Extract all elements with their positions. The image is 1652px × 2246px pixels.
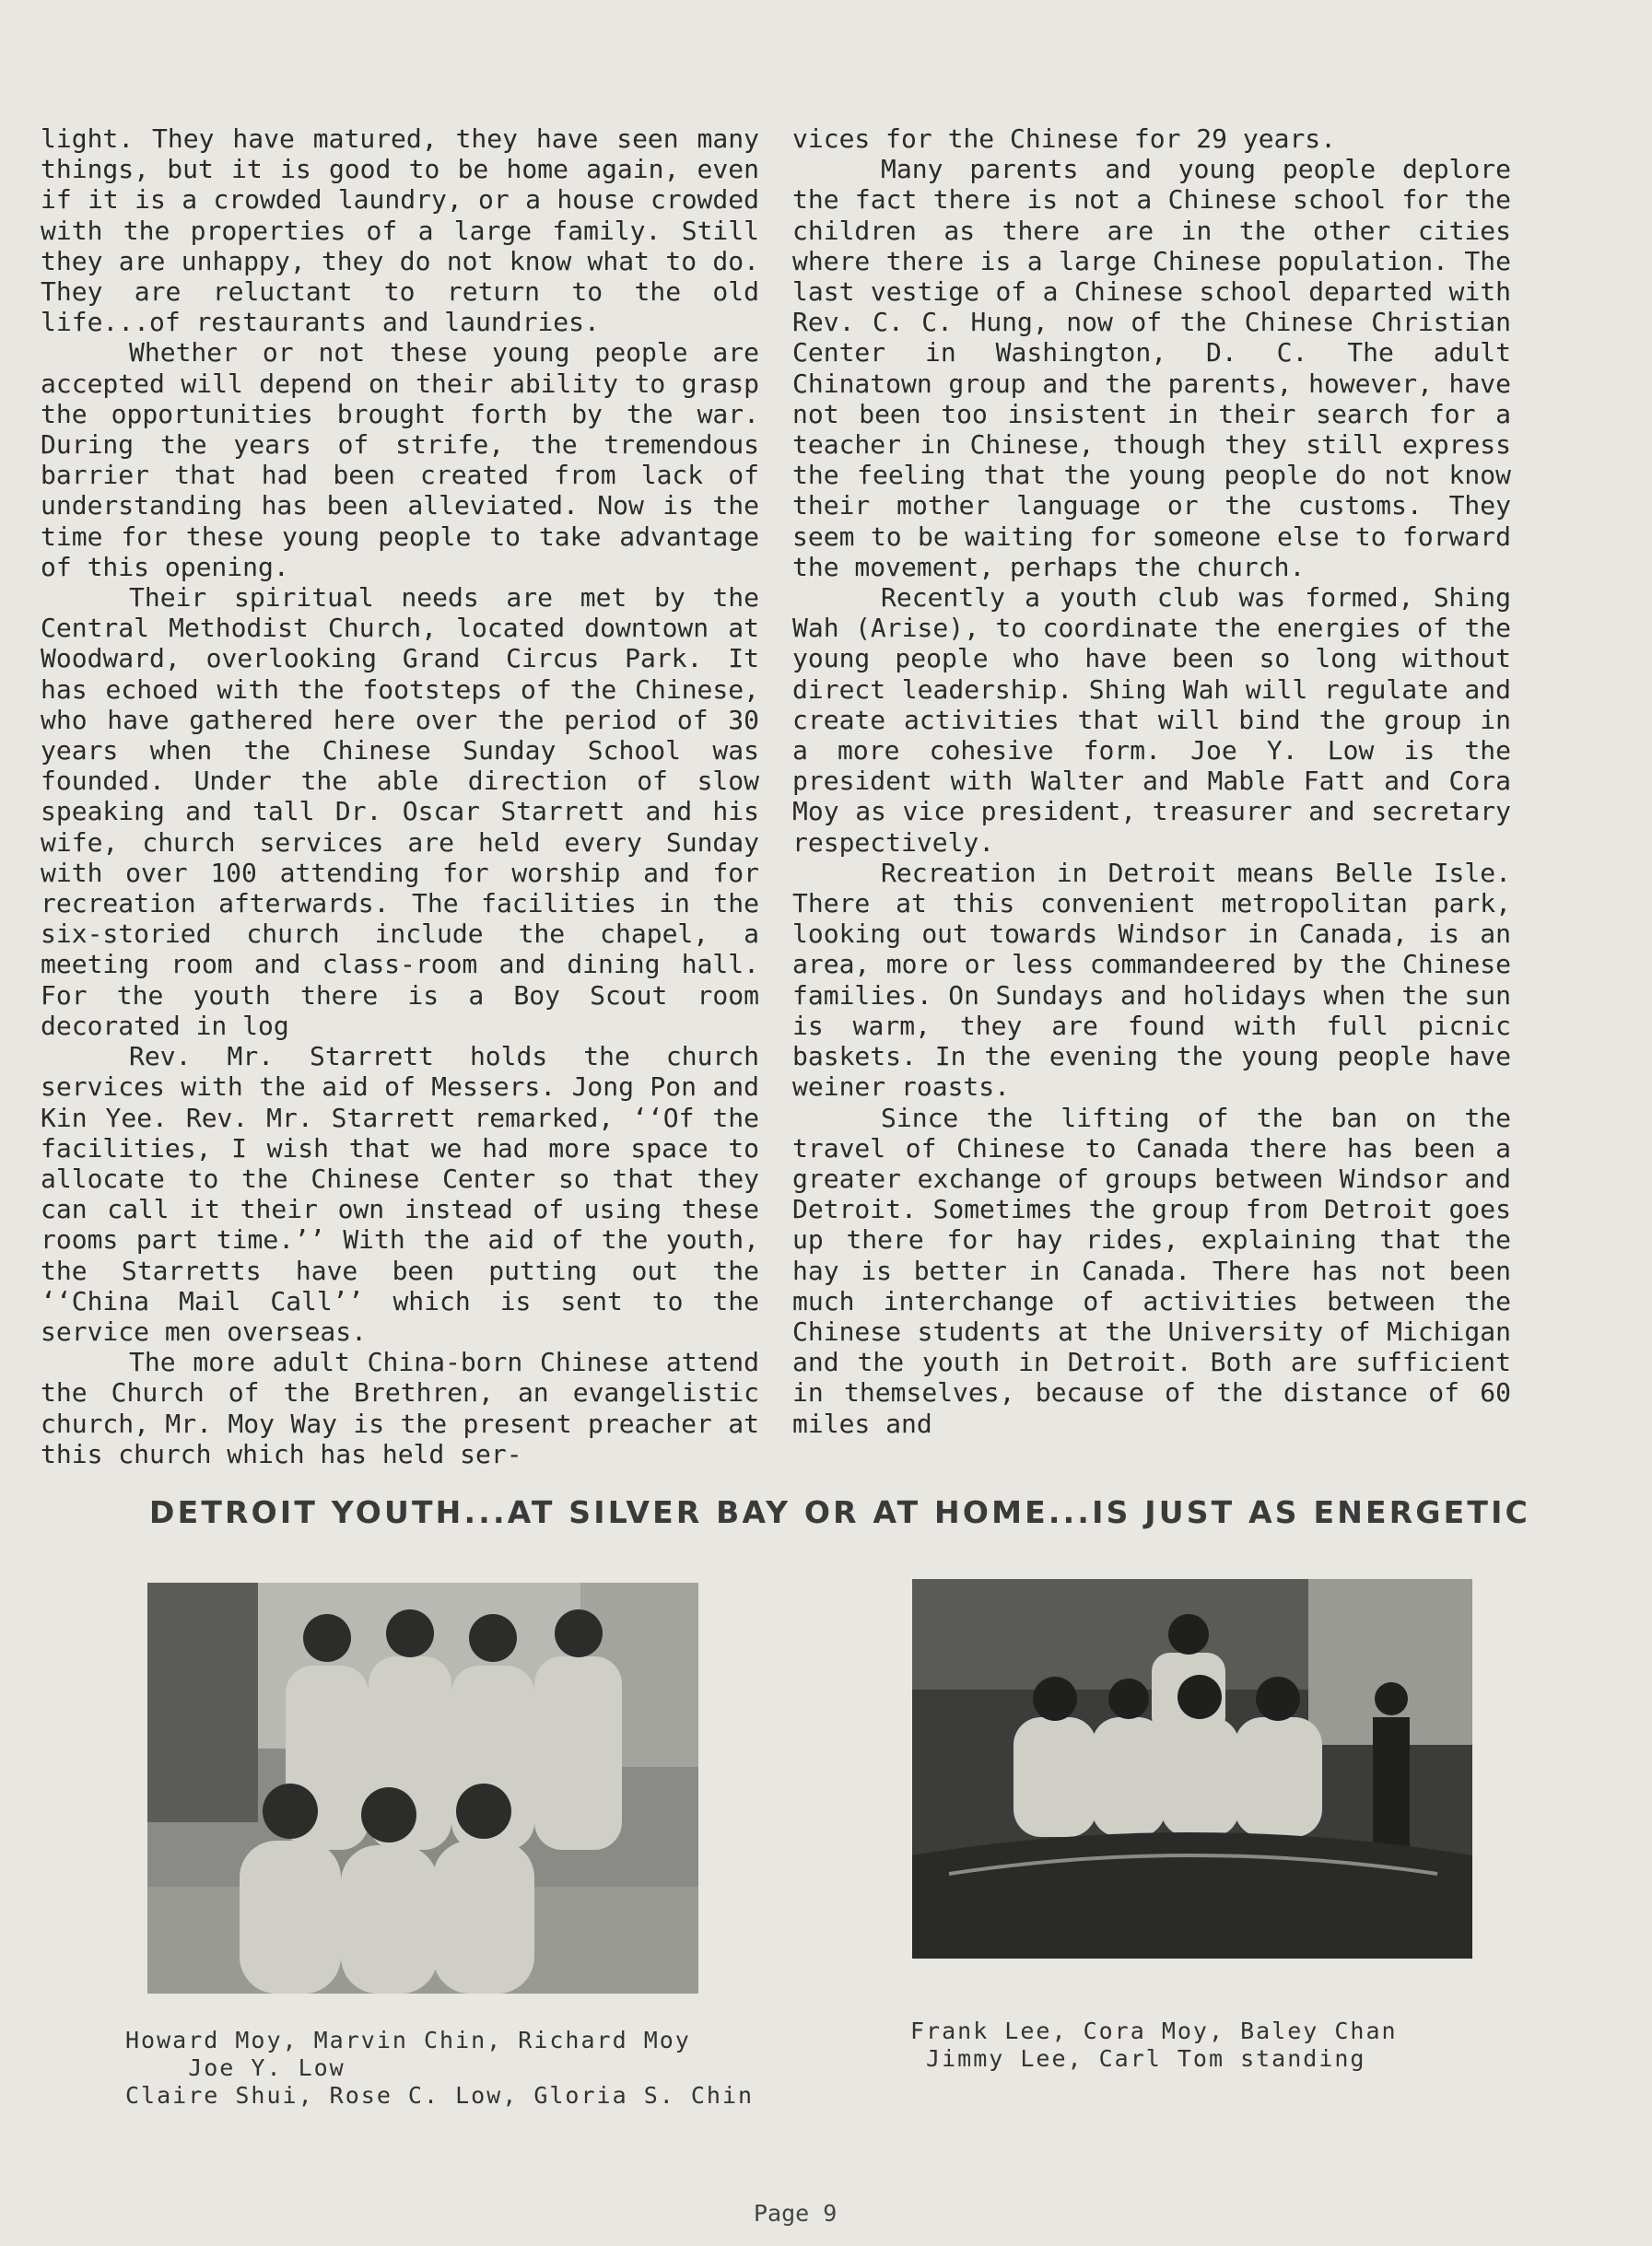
paragraph: Their spiritual needs are met by the Central Methodist Church, located downtown at Woodward, overlooking Grand Circus Park. It has echoed with the footsteps of the Chinese, who have gathered here over the period of 30 years when the Chinese Sunday School was founded. Under the able direction of slow speaking and tall Dr. Oscar Starrett and his wife, church services are held every Sunday with over 100 attending for worship and for recreation afterwards. The facilities in the six-storied church include the chapel, a meeting room and class-room and dining hall. For the youth there is a Boy Scout room decorated in log <box>41 582 759 1041</box>
paragraph: vices for the Chinese for 29 years. <box>792 123 1337 154</box>
paragraph: The more adult China-born Chinese attend the Church of the Brethren, an evangelistic church, Mr. Moy Way is the present preacher at this church which has held ser- <box>41 1347 759 1469</box>
group-photo-left <box>147 1583 698 1994</box>
page-number: Page 9 <box>754 2200 838 2227</box>
paragraph: Whether or not these young people are accepted will depend on their ability to grasp the opportunities brought forth by the war. During the years of strife, the tremendous barrier that had been created from lack of understanding has been alleviated. Now is the time for these young people to take advantage of this opening. <box>41 337 759 582</box>
paragraph: Many parents and young people deplore the fact there is not a Chinese school for the children as there are in the other cities where there is a large Chinese population. The last vestige of a Chinese school departed with Rev. C. C. Hung, now of the Chinese Christian Center in Washington, D. C. The adult Chinatown group and the parents, however, have not been too insistent in their search for a teacher in Chinese, though they still express the feeling that the young people do not know their mother language or the customs. They seem to be waiting for someone else to forward the movement, perhaps the church. <box>792 154 1511 582</box>
left-text-column <box>41 123 759 1469</box>
paragraph: Recreation in Detroit means Belle Isle. There at this convenient metropolitan park, looking out towards Windsor in Canada, is an area, more or less commandeered by the Chinese families. On Sundays and holidays when the sun is warm, they are found with full picnic baskets. In the evening the young people have weiner roasts. <box>792 857 1511 1103</box>
paragraph: Rev. Mr. Starrett holds the church services with the aid of Messers. Jong Pon and Kin Yee. Rev. Mr. Starrett remarked, ‘‘Of the facilities, I wish that we had more space to allocate to the Chinese Center so that they can call it their own instead of using these rooms part time.’’ With the aid of the youth, the Starretts have been putting out the ‘‘China Mail Call’’ which is sent to the service men overseas. <box>41 1041 759 1347</box>
photo-section-headline: DETROIT YOUTH...AT SILVER BAY OR AT HOME...IS JUST AS ENERGETIC <box>149 1494 1531 1530</box>
paragraph: Since the lifting of the ban on the travel of Chinese to Canada there has been a greater exchange of groups between Windsor and Detroit. Sometimes the group from Detroit goes up there for hay rides, explaining that the hay is better in Canada. There has not been much interchange of activities between the Chinese students at the University of Michigan and the youth in Detroit. Both are sufficient in themselves, because of the distance of 60 miles and <box>792 1102 1511 1439</box>
right-text-column <box>792 123 1511 1439</box>
car-photo-right <box>912 1579 1472 1959</box>
paragraph: Recently a youth club was formed, Shing Wah (Arise), to coordinate the energies of the young people who have been so long without direct leadership. Shing Wah will regulate and create activities that will bind the group in a more cohesive form. Joe Y. Low is the president with Walter and Mable Fatt and Cora Moy as vice president, treasurer and secretary respectively. <box>792 582 1511 858</box>
paragraph: light. They have matured, they have seen many things, but it is good to be home again, even if it is a crowded laundry, or a house crowded with the properties of a large family. Still they are unhappy, they do not know what to do. They are reluctant to return to the old life...of restaurants and laundries. <box>41 123 759 338</box>
photo-caption-left: Howard Moy, Marvin Chin, Richard Moy Joe Y. Low Claire Shui, Rose C. Low, Gloria S. Chin <box>125 2027 755 2109</box>
photo-caption-right: Frank Lee, Cora Moy, Baley Chan Jimmy Lee, Carl Tom standing <box>910 2018 1398 2072</box>
